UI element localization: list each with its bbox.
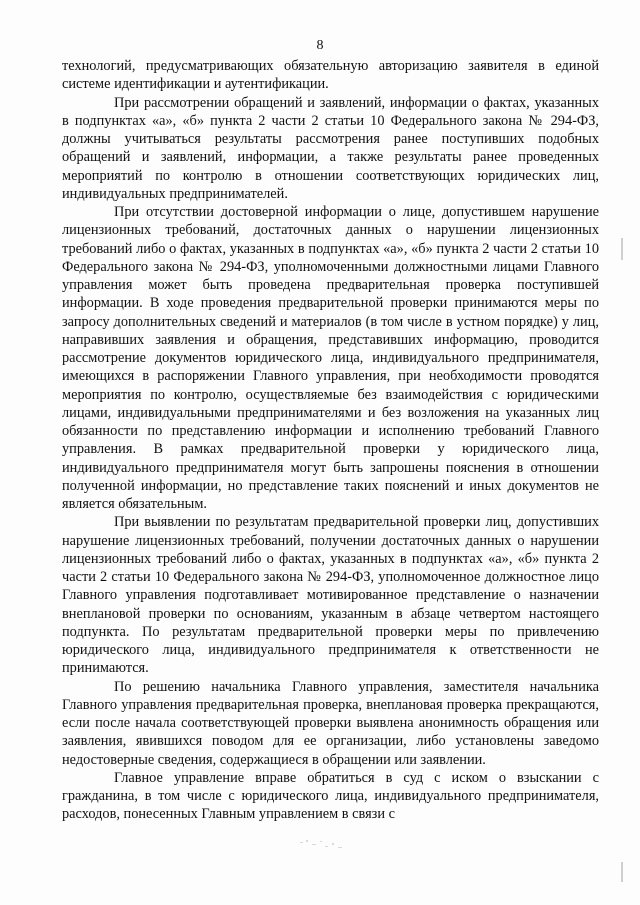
paragraph-2: При рассмотрении обращений и заявлений, информации о фактах, указанных в подпунктах «а», «б» пункта 2 части 2 статьи 10 Федерального закона № 294-ФЗ, должны учитываться результаты рассмотрения ранее поступивших подобных обращений и заявлений, информации, а также результаты ранее проведенных мероприятий по контролю в отношении соответствующих юридических лиц, индивидуальных предпринимателей. [62, 94, 599, 202]
paragraph-4: При выявлении по результатам предварительной проверки лиц, допустивших нарушение лицензионных требований, получении достаточных данных о нарушении лицензионных требований либо о фактах, указанных в подпунктах «а», «б» пункта 2 части 2 статьи 10 Федерального закона № 294-ФЗ, уполномоченное должностное лицо Главного управления подготавливает мотивированное представление о назначении внеплановой проверки по основаниям, указанным в абзаце четвертом настоящего подпункта. По результатам предварительной проверки меры по привлечению юридического лица, индивидуального предпринимателя к ответственности не принимаются. [62, 514, 599, 677]
paragraph-6: Главное управление вправе обратиться в суд с иском о взыскании с гражданина, в том числе с юридического лица, индивидуального предпринимателя, расходов, понесенных Главным управлением в связи с [62, 769, 599, 823]
paragraph-5: По решению начальника Главного управления, заместителя начальника Главного управления предварительная проверка, внеплановая проверка прекращаются, если после начала соответствующей проверки выявлена анонимность обращения или заявления, явившихся поводом для ее организации, либо установлены заведомо недостоверные сведения, содержащиеся в обращении или заявлении. [62, 678, 599, 768]
page-number: 8 [316, 38, 324, 53]
scan-edge-mark-bottom [621, 862, 623, 882]
scan-artifact-icon [298, 838, 346, 852]
paragraph-3: При отсутствии достоверной информации о лице, допустившем нарушение лицензионных требований, достаточных данных о нарушении лицензионных требований либо о фактах, указанных в подпунктах «а», «б» пункта 2 части 2 статьи 10 Федерального закона № 294-ФЗ, уполномоченными должностными лицами Главного управления может быть проведена предварительная проверка поступившей информации. В ходе проведения предварительной проверки принимаются меры по запросу дополнительных сведений и материалов (в том числе в устном порядке) у лиц, направивших заявления и обращения, представивших информацию, проводится рассмотрение документов юридического лица, индивидуального предпринимателя, имеющихся в распоряжении Главного управления, при необходимости проводятся мероприятия по контролю, осуществляемые без взаимодействия с юридическими лицами, индивидуальными предпринимателями и без возложения на указанных лиц обязанности по представлению информации и исполнению требований Главного управления. В рамках предварительной проверки у юридического лица, индивидуального предпринимателя могут быть запрошены пояснения в отношении полученной информации, но представление таких пояснений и иных документов не является обязательным. [62, 204, 599, 512]
paragraph-1: технологий, предусматривающих обязательную авторизацию заявителя в единой системе идентификации и аутентификации. [62, 58, 599, 93]
scan-edge-mark-top [621, 238, 623, 260]
document-body [62, 57, 599, 824]
